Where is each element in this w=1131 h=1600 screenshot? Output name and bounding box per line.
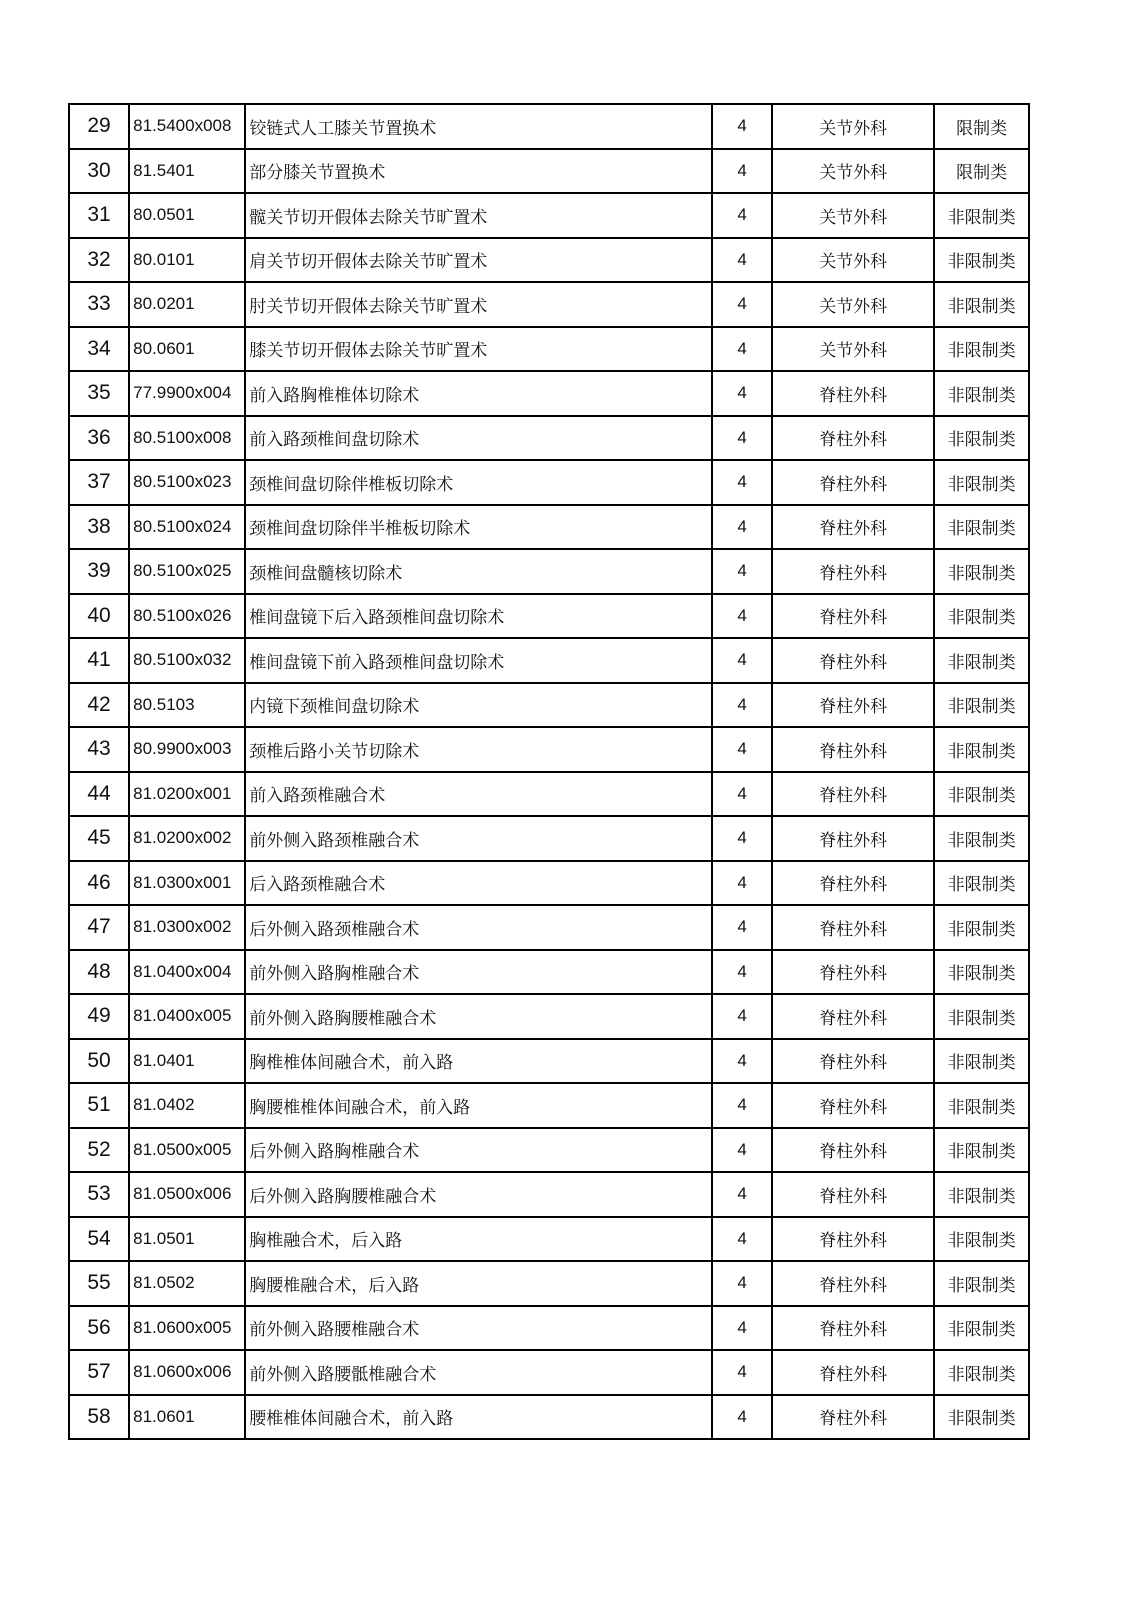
procedure-level-cell: 4 <box>712 460 772 505</box>
procedure-name-cell: 后入路颈椎融合术 <box>245 861 712 906</box>
table-row <box>69 683 1029 728</box>
procedure-name-cell: 前入路胸椎椎体切除术 <box>245 371 712 416</box>
procedure-level-cell: 4 <box>712 772 772 817</box>
table-row <box>69 416 1029 461</box>
procedure-name-cell: 前入路颈椎间盘切除术 <box>245 416 712 461</box>
management-category-cell: 限制类 <box>934 149 1029 194</box>
procedure-name-cell: 椎间盘镜下前入路颈椎间盘切除术 <box>245 638 712 683</box>
department-cell: 脊柱外科 <box>772 1083 934 1128</box>
row-number-cell: 42 <box>69 683 129 728</box>
department-cell: 脊柱外科 <box>772 1172 934 1217</box>
procedure-name-cell: 前外侧入路胸椎融合术 <box>245 950 712 995</box>
management-category-cell: 非限制类 <box>934 861 1029 906</box>
management-category-cell: 非限制类 <box>934 905 1029 950</box>
procedure-level-cell: 4 <box>712 994 772 1039</box>
procedure-code-cell: 81.0502 <box>129 1261 245 1306</box>
row-number-cell: 36 <box>69 416 129 461</box>
procedure-level-cell: 4 <box>712 416 772 461</box>
row-number-cell: 58 <box>69 1395 129 1440</box>
row-number-cell: 32 <box>69 238 129 283</box>
procedure-level-cell: 4 <box>712 1350 772 1395</box>
table-row <box>69 327 1029 372</box>
procedure-level-cell: 4 <box>712 238 772 283</box>
procedure-level-cell: 4 <box>712 594 772 639</box>
department-cell: 脊柱外科 <box>772 1128 934 1173</box>
row-number-cell: 48 <box>69 950 129 995</box>
procedure-name-cell: 前外侧入路胸腰椎融合术 <box>245 994 712 1039</box>
department-cell: 脊柱外科 <box>772 905 934 950</box>
procedure-level-cell: 4 <box>712 905 772 950</box>
row-number-cell: 37 <box>69 460 129 505</box>
row-number-cell: 54 <box>69 1217 129 1262</box>
procedure-name-cell: 前外侧入路腰椎融合术 <box>245 1306 712 1351</box>
procedure-code-cell: 80.5100x023 <box>129 460 245 505</box>
table-row <box>69 371 1029 416</box>
procedure-level-cell: 4 <box>712 1172 772 1217</box>
management-category-cell: 非限制类 <box>934 371 1029 416</box>
procedure-level-cell: 4 <box>712 816 772 861</box>
procedure-level-cell: 4 <box>712 1306 772 1351</box>
management-category-cell: 非限制类 <box>934 772 1029 817</box>
procedure-level-cell: 4 <box>712 1039 772 1084</box>
procedure-name-cell: 肘关节切开假体去除关节旷置术 <box>245 282 712 327</box>
management-category-cell: 非限制类 <box>934 950 1029 995</box>
procedure-name-cell: 腰椎椎体间融合术，前入路 <box>245 1395 712 1440</box>
table-row <box>69 1083 1029 1128</box>
procedure-code-cell: 80.5100x032 <box>129 638 245 683</box>
management-category-cell: 非限制类 <box>934 638 1029 683</box>
department-cell: 关节外科 <box>772 238 934 283</box>
row-number-cell: 49 <box>69 994 129 1039</box>
table-row <box>69 549 1029 594</box>
row-number-cell: 46 <box>69 861 129 906</box>
procedure-code-cell: 81.0401 <box>129 1039 245 1084</box>
procedure-code-cell: 81.0400x004 <box>129 950 245 995</box>
table-row <box>69 816 1029 861</box>
procedure-code-cell: 81.0300x001 <box>129 861 245 906</box>
procedure-code-cell: 81.5400x008 <box>129 104 245 149</box>
table-row <box>69 905 1029 950</box>
procedure-level-cell: 4 <box>712 1395 772 1440</box>
procedure-name-cell: 胸椎椎体间融合术，前入路 <box>245 1039 712 1084</box>
procedure-level-cell: 4 <box>712 505 772 550</box>
department-cell: 脊柱外科 <box>772 816 934 861</box>
procedure-code-cell: 81.0500x005 <box>129 1128 245 1173</box>
procedure-name-cell: 铰链式人工膝关节置换术 <box>245 104 712 149</box>
procedure-code-cell: 80.5100x026 <box>129 594 245 639</box>
management-category-cell: 非限制类 <box>934 1083 1029 1128</box>
procedure-code-cell: 81.0600x005 <box>129 1306 245 1351</box>
row-number-cell: 53 <box>69 1172 129 1217</box>
department-cell: 脊柱外科 <box>772 727 934 772</box>
procedure-code-cell: 80.0501 <box>129 193 245 238</box>
department-cell: 脊柱外科 <box>772 371 934 416</box>
management-category-cell: 非限制类 <box>934 1217 1029 1262</box>
procedure-table <box>68 103 1030 1440</box>
department-cell: 脊柱外科 <box>772 994 934 1039</box>
procedure-name-cell: 髋关节切开假体去除关节旷置术 <box>245 193 712 238</box>
department-cell: 脊柱外科 <box>772 416 934 461</box>
table-row <box>69 727 1029 772</box>
row-number-cell: 55 <box>69 1261 129 1306</box>
procedure-code-cell: 80.5100x025 <box>129 549 245 594</box>
table-row <box>69 594 1029 639</box>
procedure-name-cell: 前外侧入路颈椎融合术 <box>245 816 712 861</box>
procedure-level-cell: 4 <box>712 549 772 594</box>
procedure-level-cell: 4 <box>712 1128 772 1173</box>
management-category-cell: 非限制类 <box>934 193 1029 238</box>
row-number-cell: 51 <box>69 1083 129 1128</box>
procedure-code-cell: 80.0201 <box>129 282 245 327</box>
management-category-cell: 非限制类 <box>934 238 1029 283</box>
procedure-level-cell: 4 <box>712 1217 772 1262</box>
procedure-name-cell: 颈椎间盘切除伴椎板切除术 <box>245 460 712 505</box>
table-row <box>69 1128 1029 1173</box>
management-category-cell: 限制类 <box>934 104 1029 149</box>
table-row <box>69 193 1029 238</box>
procedure-code-cell: 80.0101 <box>129 238 245 283</box>
procedure-name-cell: 颈椎间盘髓核切除术 <box>245 549 712 594</box>
row-number-cell: 38 <box>69 505 129 550</box>
procedure-code-cell: 81.0600x006 <box>129 1350 245 1395</box>
department-cell: 脊柱外科 <box>772 1039 934 1084</box>
department-cell: 脊柱外科 <box>772 1395 934 1440</box>
row-number-cell: 30 <box>69 149 129 194</box>
management-category-cell: 非限制类 <box>934 1128 1029 1173</box>
procedure-name-cell: 后外侧入路颈椎融合术 <box>245 905 712 950</box>
table-row <box>69 861 1029 906</box>
table-row <box>69 505 1029 550</box>
department-cell: 脊柱外科 <box>772 950 934 995</box>
procedure-code-cell: 80.9900x003 <box>129 727 245 772</box>
row-number-cell: 33 <box>69 282 129 327</box>
procedure-name-cell: 部分膝关节置换术 <box>245 149 712 194</box>
procedure-name-cell: 前入路颈椎融合术 <box>245 772 712 817</box>
procedure-code-cell: 81.0500x006 <box>129 1172 245 1217</box>
procedure-name-cell: 胸椎融合术，后入路 <box>245 1217 712 1262</box>
row-number-cell: 41 <box>69 638 129 683</box>
row-number-cell: 44 <box>69 772 129 817</box>
procedure-level-cell: 4 <box>712 371 772 416</box>
department-cell: 脊柱外科 <box>772 505 934 550</box>
row-number-cell: 56 <box>69 1306 129 1351</box>
management-category-cell: 非限制类 <box>934 816 1029 861</box>
procedure-level-cell: 4 <box>712 683 772 728</box>
department-cell: 脊柱外科 <box>772 594 934 639</box>
procedure-level-cell: 4 <box>712 861 772 906</box>
procedure-code-cell: 80.5100x024 <box>129 505 245 550</box>
table-row <box>69 282 1029 327</box>
department-cell: 脊柱外科 <box>772 1350 934 1395</box>
procedure-code-cell: 81.5401 <box>129 149 245 194</box>
management-category-cell: 非限制类 <box>934 460 1029 505</box>
management-category-cell: 非限制类 <box>934 683 1029 728</box>
procedure-code-cell: 77.9900x004 <box>129 371 245 416</box>
procedure-code-cell: 80.5103 <box>129 683 245 728</box>
procedure-level-cell: 4 <box>712 950 772 995</box>
management-category-cell: 非限制类 <box>934 1039 1029 1084</box>
department-cell: 关节外科 <box>772 282 934 327</box>
procedure-name-cell: 前外侧入路腰骶椎融合术 <box>245 1350 712 1395</box>
table-row <box>69 950 1029 995</box>
procedure-code-cell: 81.0200x001 <box>129 772 245 817</box>
procedure-code-cell: 81.0300x002 <box>129 905 245 950</box>
department-cell: 脊柱外科 <box>772 1261 934 1306</box>
procedure-code-cell: 81.0402 <box>129 1083 245 1128</box>
procedure-code-cell: 81.0400x005 <box>129 994 245 1039</box>
management-category-cell: 非限制类 <box>934 327 1029 372</box>
procedure-code-cell: 80.5100x008 <box>129 416 245 461</box>
department-cell: 关节外科 <box>772 193 934 238</box>
procedure-code-cell: 81.0200x002 <box>129 816 245 861</box>
procedure-level-cell: 4 <box>712 282 772 327</box>
procedure-level-cell: 4 <box>712 104 772 149</box>
procedure-level-cell: 4 <box>712 727 772 772</box>
procedure-name-cell: 膝关节切开假体去除关节旷置术 <box>245 327 712 372</box>
row-number-cell: 31 <box>69 193 129 238</box>
management-category-cell: 非限制类 <box>934 1395 1029 1440</box>
table-row <box>69 1217 1029 1262</box>
department-cell: 关节外科 <box>772 104 934 149</box>
table-row <box>69 1395 1029 1440</box>
department-cell: 脊柱外科 <box>772 638 934 683</box>
management-category-cell: 非限制类 <box>934 1172 1029 1217</box>
table-row <box>69 1172 1029 1217</box>
table-row <box>69 994 1029 1039</box>
procedure-level-cell: 4 <box>712 149 772 194</box>
management-category-cell: 非限制类 <box>934 416 1029 461</box>
department-cell: 脊柱外科 <box>772 861 934 906</box>
management-category-cell: 非限制类 <box>934 282 1029 327</box>
row-number-cell: 57 <box>69 1350 129 1395</box>
row-number-cell: 47 <box>69 905 129 950</box>
procedure-name-cell: 胸腰椎椎体间融合术，前入路 <box>245 1083 712 1128</box>
table-row <box>69 104 1029 149</box>
procedure-name-cell: 后外侧入路胸腰椎融合术 <box>245 1172 712 1217</box>
management-category-cell: 非限制类 <box>934 549 1029 594</box>
table-row <box>69 238 1029 283</box>
row-number-cell: 35 <box>69 371 129 416</box>
management-category-cell: 非限制类 <box>934 994 1029 1039</box>
department-cell: 脊柱外科 <box>772 460 934 505</box>
table-row <box>69 149 1029 194</box>
table-row <box>69 638 1029 683</box>
procedure-code-cell: 81.0601 <box>129 1395 245 1440</box>
department-cell: 脊柱外科 <box>772 1306 934 1351</box>
table-row <box>69 460 1029 505</box>
row-number-cell: 45 <box>69 816 129 861</box>
department-cell: 脊柱外科 <box>772 549 934 594</box>
table-row <box>69 1039 1029 1084</box>
management-category-cell: 非限制类 <box>934 1350 1029 1395</box>
management-category-cell: 非限制类 <box>934 594 1029 639</box>
procedure-name-cell: 颈椎间盘切除伴半椎板切除术 <box>245 505 712 550</box>
department-cell: 关节外科 <box>772 149 934 194</box>
row-number-cell: 34 <box>69 327 129 372</box>
procedure-code-cell: 81.0501 <box>129 1217 245 1262</box>
management-category-cell: 非限制类 <box>934 727 1029 772</box>
management-category-cell: 非限制类 <box>934 505 1029 550</box>
procedure-name-cell: 肩关节切开假体去除关节旷置术 <box>245 238 712 283</box>
procedure-code-cell: 80.0601 <box>129 327 245 372</box>
management-category-cell: 非限制类 <box>934 1261 1029 1306</box>
management-category-cell: 非限制类 <box>934 1306 1029 1351</box>
row-number-cell: 50 <box>69 1039 129 1084</box>
procedure-level-cell: 4 <box>712 1261 772 1306</box>
department-cell: 关节外科 <box>772 327 934 372</box>
procedure-name-cell: 椎间盘镜下后入路颈椎间盘切除术 <box>245 594 712 639</box>
table-row <box>69 1306 1029 1351</box>
department-cell: 脊柱外科 <box>772 772 934 817</box>
row-number-cell: 43 <box>69 727 129 772</box>
table-row <box>69 1350 1029 1395</box>
department-cell: 脊柱外科 <box>772 683 934 728</box>
procedure-table-body <box>69 104 1029 1439</box>
row-number-cell: 39 <box>69 549 129 594</box>
row-number-cell: 29 <box>69 104 129 149</box>
table-row <box>69 1261 1029 1306</box>
procedure-level-cell: 4 <box>712 193 772 238</box>
row-number-cell: 40 <box>69 594 129 639</box>
procedure-level-cell: 4 <box>712 1083 772 1128</box>
table-row <box>69 772 1029 817</box>
procedure-name-cell: 后外侧入路胸椎融合术 <box>245 1128 712 1173</box>
department-cell: 脊柱外科 <box>772 1217 934 1262</box>
procedure-name-cell: 颈椎后路小关节切除术 <box>245 727 712 772</box>
procedure-level-cell: 4 <box>712 327 772 372</box>
procedure-name-cell: 内镜下颈椎间盘切除术 <box>245 683 712 728</box>
procedure-level-cell: 4 <box>712 638 772 683</box>
procedure-name-cell: 胸腰椎融合术，后入路 <box>245 1261 712 1306</box>
row-number-cell: 52 <box>69 1128 129 1173</box>
